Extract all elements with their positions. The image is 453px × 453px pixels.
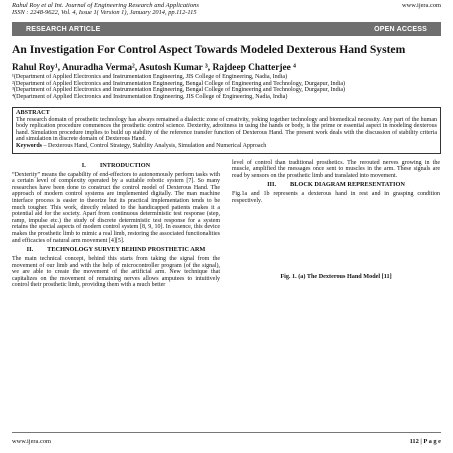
section-number: II. <box>26 246 34 254</box>
figure-caption: Fig. 1. (a) The Dexterous Hand Model [11] <box>280 272 392 280</box>
introduction-paragraph: “Dexterity” means the capability of end-effectors to autonomously perform tasks with a certain level of complexity operated by a suitable robotic system [7]. So many researches have been done to construct the control model of Dexterous Hand. The approach of modern control systems are implemented digitally. The man machine interface process is easier to theorize but its practical implementation tends to be much tougher. This work, directly related to the handicapped patients makes it a potential aid for the society. Apart from continuous deterministic test response (step, ramp, impulse etc.) the study of discrete deterministic test response for a system retains the special aspects of modern control system [8, 9, 10]. In essence, this device makes the prosthetic limb to mimic a real limb, restoring the associated functionalities and efficacies of natural arm movement [4][5]. <box>12 171 220 244</box>
journal-citation: Rahul Roy et al Int. Journal of Engineering Research and Applications <box>12 2 199 9</box>
body-columns <box>12 160 441 292</box>
figure-area <box>232 208 440 272</box>
abstract-text: The research domain of prosthetic technology has always remained a dialectic zone of creativity, yoking together technology and biomedical necessity. Any part of the human body replication procedure commences the prosthetic control science. Dexterity, adroitness in using the hands or body, is the prime or essential aspect in modeling dexterous hand. Simulation procedure implies to build up stability of the reference transfer function of Dexterous Hand. The present work deals with the discussion of stability criteria and simulation in discrete domain of Dexterous Hand. <box>16 116 437 143</box>
affiliation-item: ¹(Department of Applied Electronics and Instrumentation Engineering, JIS College of Engineering, Nadia, India) <box>12 73 288 80</box>
section-title: INTRODUCTION <box>99 161 151 169</box>
journal-site-link[interactable]: www.ijera.com <box>402 2 441 9</box>
running-header <box>12 0 441 9</box>
block-diagram-paragraph: Fig.1a and 1b represents a dexterous hand in rest and in grasping condition respectively. <box>232 191 440 204</box>
page-number: 112 | P a g e <box>409 438 441 445</box>
affiliation-item: ⁴(Department of Applied Electronics and Instrumentation Engineering, JIS College of Engineering, Nadia, India) <box>12 94 288 101</box>
affiliation-list <box>12 74 441 101</box>
section-title: BLOCK DIAGRAM REPRESENTATION <box>290 181 405 189</box>
article-type-band <box>12 22 441 36</box>
footer-site-link[interactable]: www.ijera.com <box>12 438 51 445</box>
affiliation-item: ³(Department of Applied Electronics and Instrumentation Engineering, Bengal College of Engineering and Technology, Durgapur, India) <box>12 87 346 94</box>
open-access-label: OPEN ACCESS <box>374 25 427 33</box>
author-list: Rahul Roy¹, Anuradha Verma², Asutosh Kumar ³, Rajdeep Chatterjee ⁴ <box>12 62 296 73</box>
section-heading-technology-survey <box>12 246 220 253</box>
footer-divider <box>12 432 441 433</box>
paper-title: An Investigation For Control Aspect Towards Modeled Dexterous Hand System <box>12 43 406 57</box>
issn-line: ISSN : 2248-9622, Vol. 4, Issue 1( Version 1), January 2014, pp.112-115 <box>12 9 197 17</box>
continued-paragraph: level of control than traditional prosthetics. The rerouted nerves growing in the muscle, amplified the messages once sent to muscles in the arm. These signals are read by sensors on the prosthetic limb and translated into movement. <box>232 159 440 179</box>
section-heading-block-diagram <box>232 181 440 188</box>
section-title: TECHNOLOGY SURVEY BEHIND PROSTHETIC ARM <box>47 246 206 254</box>
section-number: I. <box>81 161 86 169</box>
technology-survey-paragraph: The main technical concept, behind this starts from taking the signal from the movement of our limb and with the help of microcontroller program (of the signal), we are able to create the movement of the artificial arm. New technique that capitalizes on the movement of remaining nerves allows amputees to intuitively control their prosthetic limb, providing them with a much better <box>12 256 220 289</box>
section-number: III. <box>267 181 277 189</box>
keywords-label: Keywords <box>16 142 42 149</box>
affiliation-item: ²(Department of Applied Electronics and Instrumentation Engineering, Bengal College of Engineering and Technology, Durgapur, India) <box>12 80 346 87</box>
research-article-label: RESEARCH ARTICLE <box>26 25 101 33</box>
keywords-line <box>16 143 437 150</box>
page-footer <box>12 436 441 447</box>
section-heading-introduction <box>12 162 220 169</box>
right-column <box>232 160 440 292</box>
abstract-box <box>12 107 441 154</box>
left-column <box>12 160 220 292</box>
keywords-text: – Dexterous Hand, Control Strategy, Stability Analysis, Simulation and Numerical Approach <box>42 142 267 149</box>
abstract-heading: ABSTRACT <box>16 109 50 116</box>
